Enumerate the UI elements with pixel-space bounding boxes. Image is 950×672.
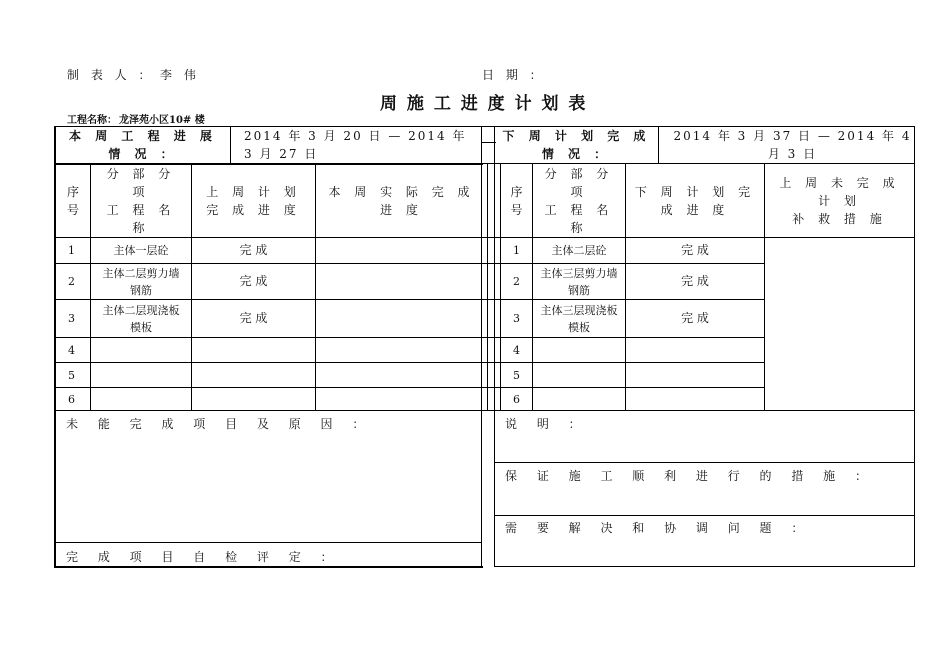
- next-week-range: [671, 127, 914, 163]
- page-title: 周 施 工 进 度 计 划 表: [380, 94, 588, 114]
- grid-line: [487, 164, 488, 410]
- right-row-item: 主体三层剪力墙钢筋: [540, 266, 618, 297]
- right-remedy-header: 上 周 未 完 成 计 划 补 救 措 施: [779, 175, 900, 226]
- right-item-header: 分 部 分 项 工 程 名 称: [544, 166, 614, 235]
- project-name: 龙泽苑小区10# 楼: [119, 115, 205, 126]
- next-week-range-line2: 月 3 日: [767, 147, 818, 161]
- grid-line: [54, 542, 482, 543]
- this-week-label-line2: 情 况 ：: [108, 147, 178, 161]
- this-week-label: [56, 127, 230, 163]
- left-row-plan: 完 成: [239, 274, 268, 288]
- left-plan-header: 上 周 计 划 完 成 进 度: [206, 184, 301, 217]
- right-row-num: 2: [513, 275, 520, 288]
- left-row-item: 主体二层剪力墙钢筋: [102, 266, 180, 297]
- unfinished-label: 未 能 完 成 项 目 及 原 因 ：: [66, 417, 373, 431]
- left-row-num: 2: [68, 275, 75, 288]
- next-week-label-line2: 情 况 ：: [541, 147, 612, 161]
- next-week-label: [495, 127, 658, 163]
- grid-line: [54, 566, 483, 568]
- right-row-plan: 完 成: [681, 311, 709, 325]
- grid-line: [54, 410, 915, 411]
- this-week-range: [244, 127, 480, 163]
- right-row-item: 主体二层砼: [551, 244, 607, 257]
- left-row-item: 主体二层现浇板模板: [102, 303, 180, 334]
- maker-name: 李 伟: [160, 68, 200, 82]
- this-week-range-line1: 2014 年 3 月 20 日 — 2014 年: [244, 129, 467, 143]
- left-item-header: 分 部 分 项 工 程 名 称: [106, 166, 176, 235]
- self-check-label: 完 成 项 目 自 检 评 定 ：: [66, 550, 341, 564]
- this-week-label-line1: 本 周 工 程 进 展: [69, 129, 217, 143]
- issues-label: 需 要 解 决 和 协 调 问 题 ：: [505, 521, 812, 535]
- grid-line: [494, 126, 495, 567]
- right-row-plan: 完 成: [681, 243, 709, 257]
- note-label: 说 明 ：: [505, 417, 589, 431]
- left-row-num: 5: [68, 368, 75, 382]
- right-row-num: 5: [513, 368, 520, 382]
- left-row-num: 1: [68, 244, 75, 257]
- left-actual-header: 本 周 实 际 完 成 进 度: [328, 184, 475, 217]
- right-row-num: 4: [513, 343, 520, 357]
- next-week-range-line1: 2014 年 3 月 37 日 — 2014 年 4: [673, 129, 912, 143]
- grid-line: [54, 362, 764, 363]
- left-row-num: 3: [68, 312, 75, 325]
- left-row-plan: 完 成: [239, 311, 268, 325]
- grid-line: [494, 566, 915, 567]
- right-seq-header: 序 号: [510, 184, 523, 217]
- left-row-item: 主体一层砼: [113, 244, 169, 257]
- right-row-item: 主体三层现浇板模板: [540, 303, 618, 334]
- grid-line: [494, 462, 915, 463]
- measures-label: 保 证 施 工 顺 利 进 行 的 措 施 ：: [505, 469, 875, 483]
- grid-line: [54, 237, 915, 238]
- this-week-range-line2: 3 月 27 日: [244, 147, 319, 161]
- maker-label: 制 表 人 ：: [67, 68, 155, 82]
- next-week-label-line1: 下 周 计 划 完 成: [502, 129, 651, 143]
- left-seq-header: 序 号: [66, 184, 79, 217]
- grid-line: [54, 337, 764, 338]
- grid-line: [54, 387, 764, 388]
- left-row-num: 4: [68, 343, 75, 357]
- grid-line: [658, 126, 659, 164]
- left-row-plan: 完 成: [239, 243, 268, 257]
- project-label: 工程名称：: [67, 115, 117, 126]
- grid-line: [914, 126, 915, 567]
- right-row-num: 3: [513, 312, 520, 325]
- grid-line: [494, 515, 915, 516]
- date-label: 日 期 ：: [482, 68, 546, 82]
- right-plan-header: 下 周 计 划 完 成 进 度: [634, 184, 756, 217]
- left-row-num: 6: [68, 392, 75, 406]
- right-row-num: 1: [513, 244, 520, 257]
- grid-line: [230, 126, 231, 164]
- right-row-plan: 完 成: [681, 274, 709, 288]
- right-row-num: 6: [513, 392, 520, 406]
